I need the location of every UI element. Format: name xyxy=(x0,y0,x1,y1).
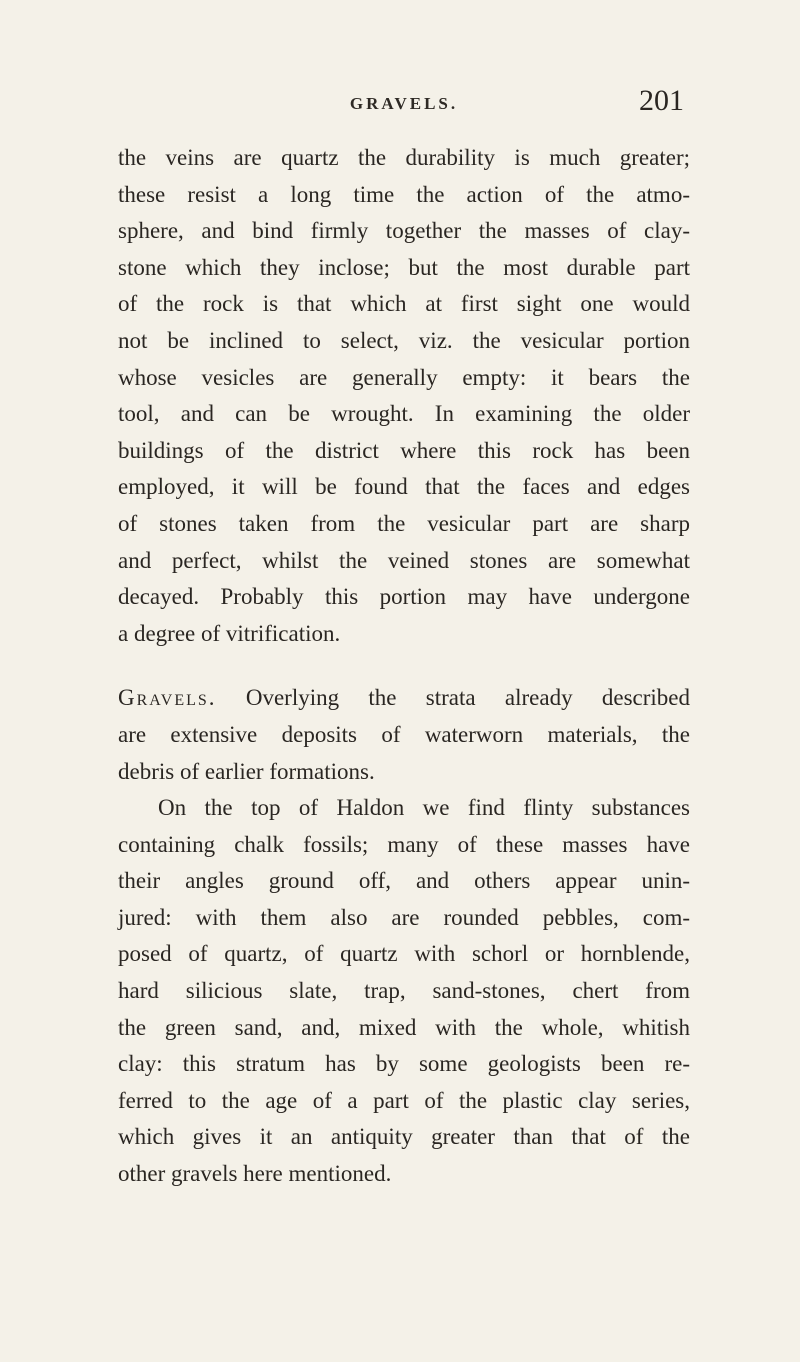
text-line: posed of quartz, of quartz with schorl or hornblende, xyxy=(118,941,690,967)
text-line: which gives it an antiquity greater than that of the xyxy=(118,1124,690,1150)
section-heading: Gravels. xyxy=(118,685,217,711)
paragraph-gap xyxy=(118,652,690,680)
text-line: ferred to the age of a part of the plastic clay series, xyxy=(118,1087,690,1113)
text-line: the veins are quartz the durability is much greater; xyxy=(118,145,690,170)
text-line: decayed. Probably this portion may have undergone xyxy=(118,584,690,610)
text-line: On the top of Haldon we find flinty substances xyxy=(158,795,690,821)
text-run: Overlying the strata already described xyxy=(245,685,691,711)
text-line: whose vesicles are generally empty: it bears the xyxy=(118,364,690,390)
text-line: of the rock is that which at first sight one would xyxy=(118,291,690,317)
text-line xyxy=(118,680,690,717)
text-line: their angles ground off, and others appear unin- xyxy=(118,868,690,894)
paragraph-3 xyxy=(118,790,690,1193)
text-line: are extensive deposits of waterworn materials, the xyxy=(118,721,690,747)
text-line: jured: with them also are rounded pebbles, com- xyxy=(118,904,690,930)
text-line: buildings of the district where this rock has been xyxy=(118,437,690,463)
text-line: employed, it will be found that the faces and edges xyxy=(118,474,690,500)
text-line: of stones taken from the vesicular part are sharp xyxy=(118,510,690,536)
text-line: these resist a long time the action of the atmo- xyxy=(118,181,690,207)
text-line: a degree of vitrification. xyxy=(118,620,341,646)
text-line: stone which they inclose; but the most durable part xyxy=(118,254,690,280)
text-line: tool, and can be wrought. In examining the older xyxy=(118,401,690,427)
running-head xyxy=(118,84,690,124)
text-line: clay: this stratum has by some geologists been re- xyxy=(118,1051,690,1077)
text-line: other gravels here mentioned. xyxy=(118,1161,392,1187)
text-line: the green sand, and, mixed with the whole, whitish xyxy=(118,1014,690,1040)
text-line: not be inclined to select, viz. the vesicular portion xyxy=(118,327,690,353)
body-text xyxy=(118,140,690,1193)
paragraph-1 xyxy=(118,140,690,652)
text-line: containing chalk fossils; many of these masses have xyxy=(118,831,690,857)
page-number: 201 xyxy=(639,84,684,117)
running-title: GRAVELS. xyxy=(349,94,459,113)
text-line: hard silicious slate, trap, sand-stones, chert from xyxy=(118,978,690,1004)
text-line: debris of earlier formations. xyxy=(118,758,375,784)
text-line: sphere, and bind firmly together the masses of clay- xyxy=(118,218,690,244)
text-line: and perfect, whilst the veined stones are somewhat xyxy=(118,547,690,573)
paragraph-2 xyxy=(118,680,690,790)
